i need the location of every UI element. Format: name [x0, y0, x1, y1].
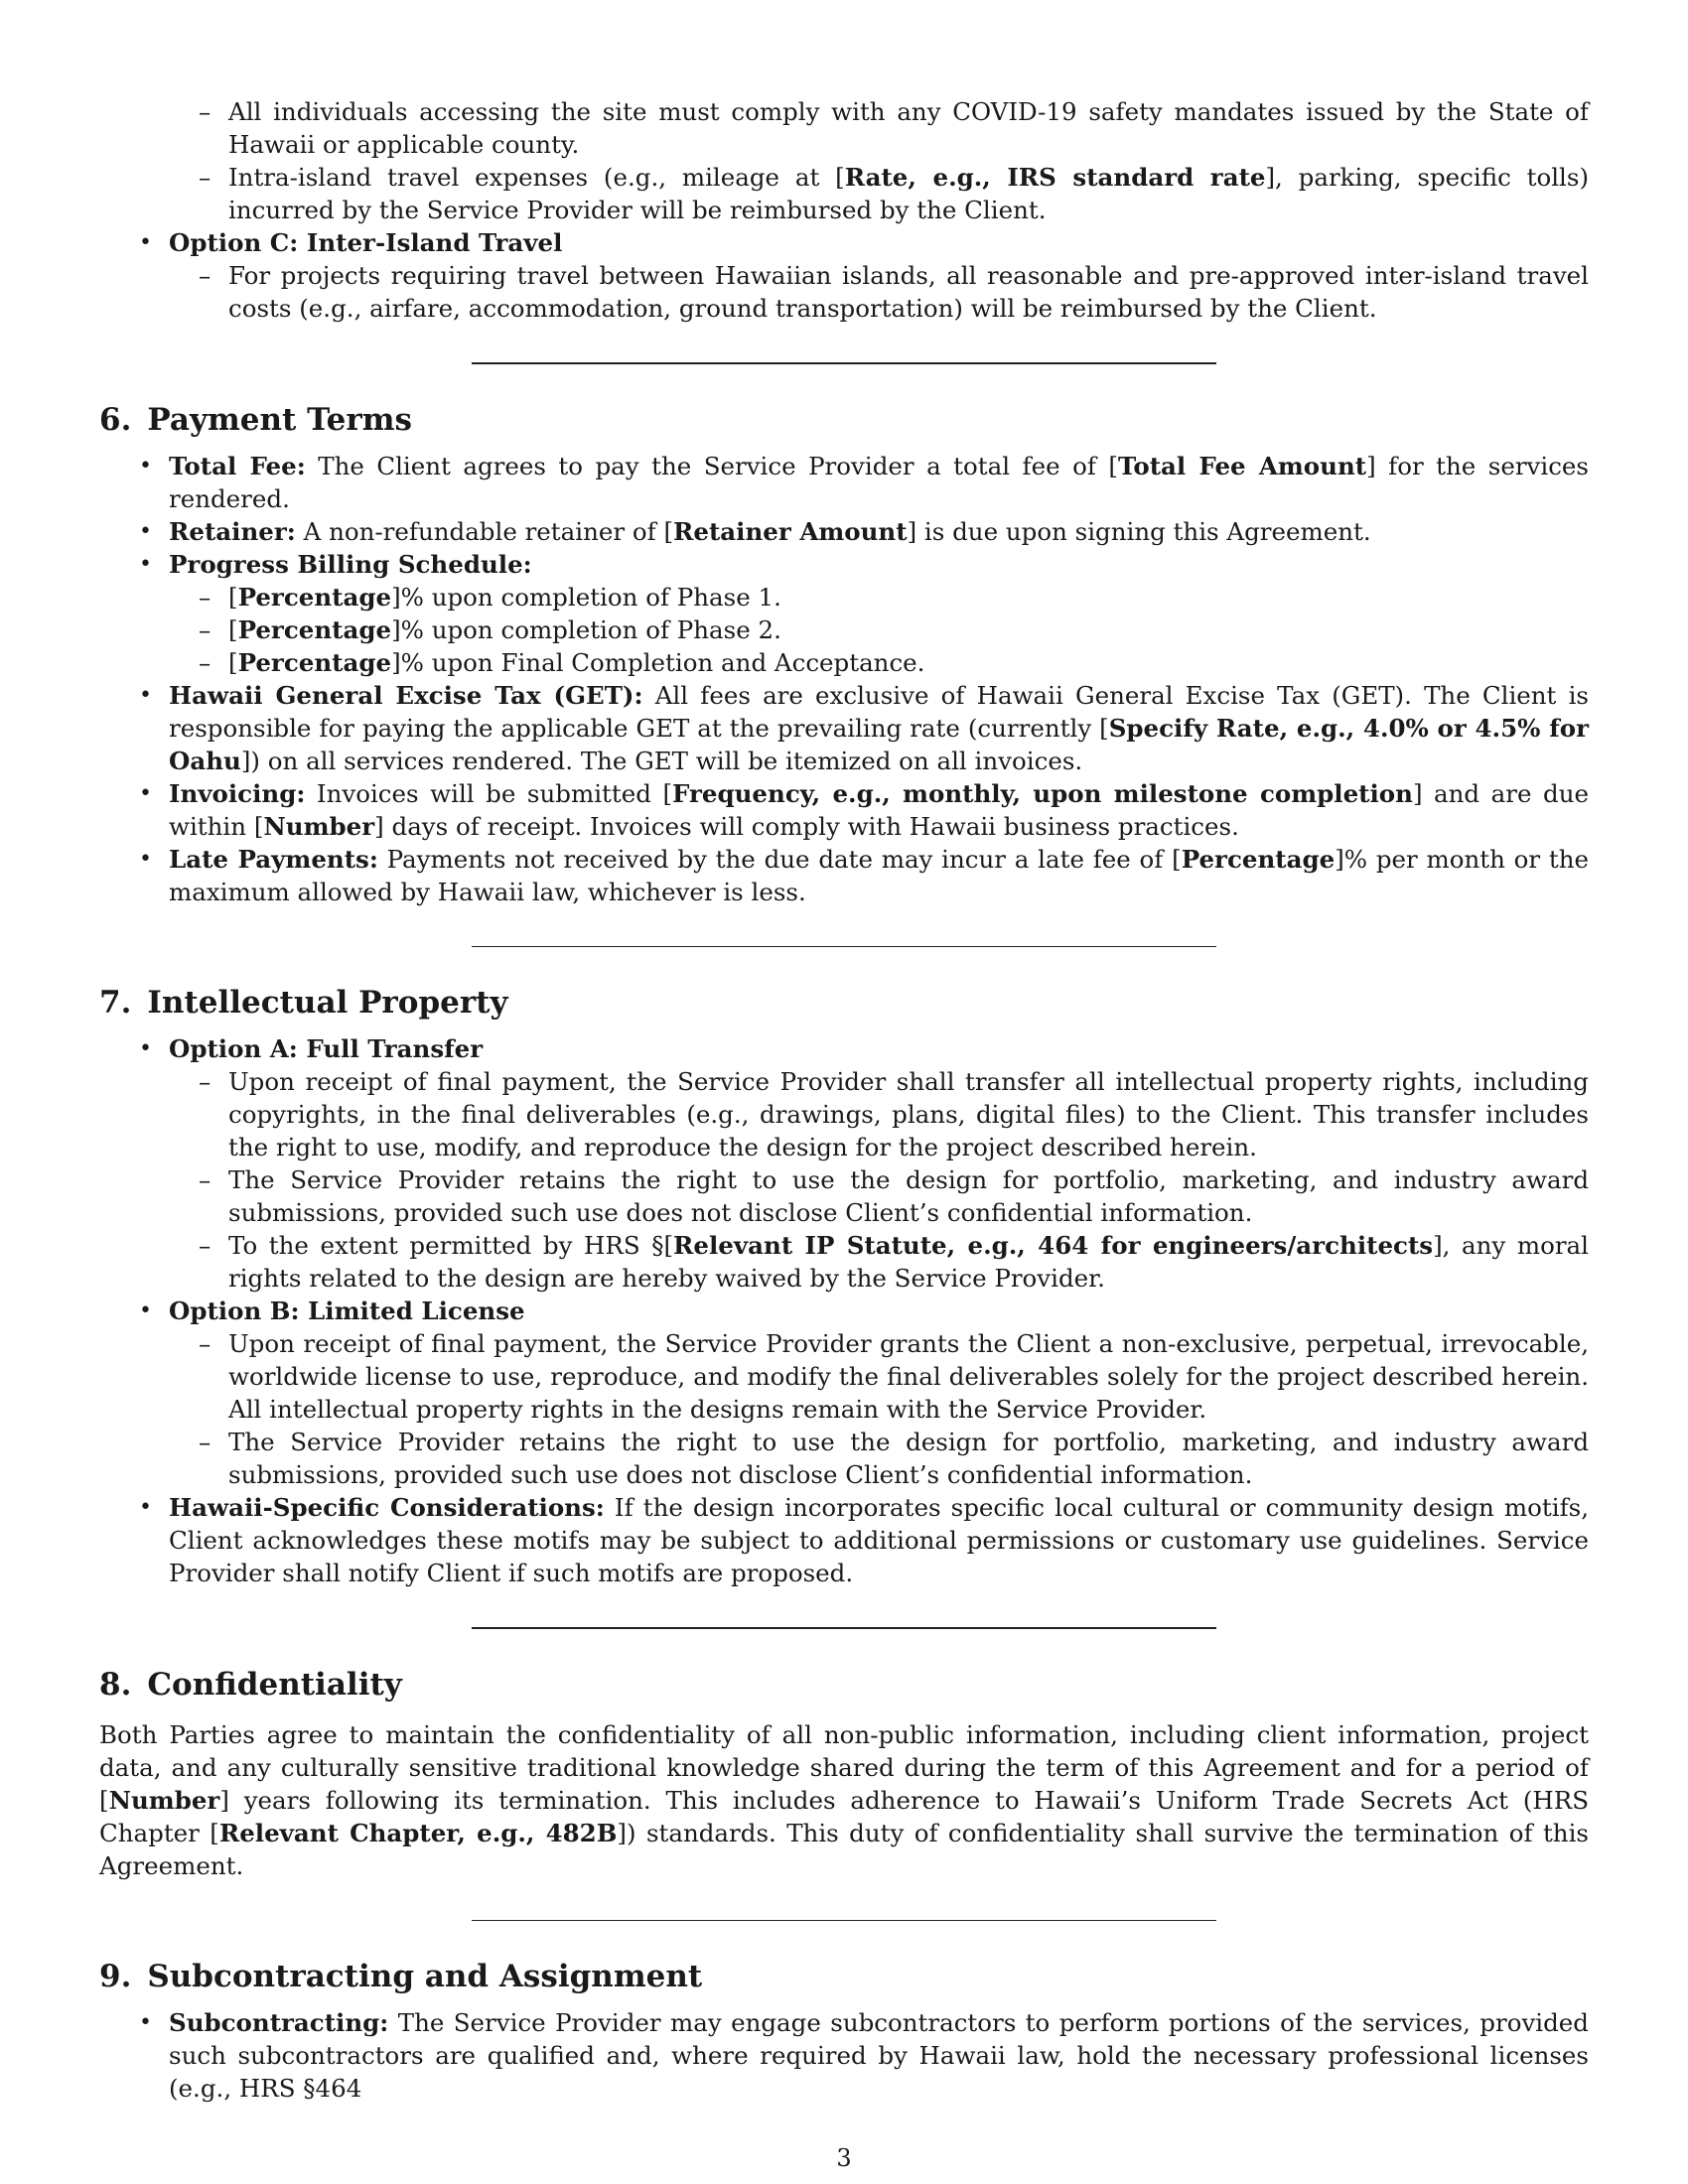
option-c-item: • Option C: Inter-Island Travel	[139, 228, 563, 257]
section-6-heading: 6. Payment Terms	[99, 402, 412, 438]
section-8-heading: 8. Confidentiality	[99, 1667, 402, 1703]
bullet-marker: •	[139, 1298, 152, 1323]
bullet-marker: •	[139, 683, 152, 708]
dash-marker: –	[199, 1329, 211, 1358]
confidentiality-paragraph: Both Parties agree to maintain the confidentiality of all non-public information, including client information, project data, and any culturally sensitive traditional knowledge shared during the term of this Agreement and for a period of [Number] years following its termination. This includes adherence to Hawaii’s Uniform Trade Secrets Act (HRS Chapter [Relevant Chapter, e.g., 482B]) standards. This duty of confidentiality shall survive the termination of this Agreement.	[99, 1720, 1589, 1880]
dash-marker: –	[199, 1067, 211, 1096]
invoicing-item: • Invoicing: Invoices will be submitted [Frequency, e.g., monthly, upon milestone completion] and are due within [Number] days of receipt. Invoices will comply with Hawaii business practices.	[139, 779, 1590, 841]
travel-sub-item: – Intra-island travel expenses (e.g., mileage at [Rate, e.g., IRS standard rate], parking, specific tolls) incurred by the Service Provider will be reimbursed by the Client.	[199, 163, 1590, 224]
retainer-item: • Retainer: A non-refundable retainer of [Retainer Amount] is due upon signing this Agreement.	[139, 517, 1371, 546]
option-c-sub-item: – For projects requiring travel between Hawaiian islands, all reasonable and pre-approved inter-island travel costs (e.g., airfare, accommodation, ground transportation) will be reimbursed by the Client.	[199, 261, 1589, 323]
option-a-sub-item: – The Service Provider retains the right to use the design for portfolio, marketing, and industry award submissions, provided such use does not disclose Client’s confidential information.	[199, 1165, 1589, 1227]
bullet-marker: •	[139, 519, 152, 544]
page-number: 3	[836, 2144, 852, 2172]
option-a-item: • Option A: Full Transfer	[139, 1034, 484, 1063]
section-divider	[472, 1920, 1216, 1921]
option-a-sub-item: – Upon receipt of final payment, the Service Provider shall transfer all intellectual property rights, including copyrights, in the final deliverables (e.g., drawings, plans, digital files) to the Client. This transfer includes the right to use, modify, and reproduce the design for the project described herein.	[199, 1067, 1589, 1161]
dash-marker: –	[199, 1165, 211, 1194]
subcontracting-item: • Subcontracting: The Service Provider may engage subcontractors to perform portions of the services, provided such subcontractors are qualified and, where required by Hawaii law, hold the necessary professional licenses (e.g., HRS §464	[139, 2008, 1589, 2103]
bullet-marker: •	[139, 2010, 152, 2035]
section-9-heading: 9. Subcontracting and Assignment	[99, 1959, 703, 1994]
progress-phase-item: – [Percentage]% upon Final Completion and Acceptance.	[199, 648, 925, 677]
dash-marker: –	[199, 97, 211, 126]
bullet-marker: •	[139, 1495, 152, 1520]
travel-sub-item: – All individuals accessing the site must comply with any COVID-19 safety mandates issued by the State of Hawaii or applicable county.	[199, 97, 1589, 159]
bullet-marker: •	[139, 847, 152, 872]
late-payments-item: • Late Payments: Payments not received by the due date may incur a late fee of [Percentage]% per month or the maximum allowed by Hawaii law, whichever is less.	[139, 845, 1589, 906]
option-b-sub-item: – The Service Provider retains the right to use the design for portfolio, marketing, and industry award submissions, provided such use does not disclose Client’s confidential information.	[199, 1428, 1589, 1489]
bullet-marker: •	[139, 1036, 152, 1061]
bullet-marker: •	[139, 781, 152, 806]
dash-marker: –	[199, 648, 211, 677]
bullet-marker: •	[139, 454, 152, 478]
get-item: • Hawaii General Excise Tax (GET): All fees are exclusive of Hawaii General Excise Tax (GET). The Client is responsible for paying the applicable GET at the prevailing rate (currently [Specify Rate, e.g., 4.0% or 4.5% for Oahu]) on all services rendered. The GET will be itemized on all invoices.	[139, 681, 1589, 775]
hawaii-considerations-item: • Hawaii-Specific Considerations: If the design incorporates specific local cultural or community design motifs, Client acknowledges these motifs may be subject to additional permissions or customary use guidelines. Service Provider shall notify Client if such motifs are proposed.	[139, 1493, 1590, 1587]
dash-marker: –	[199, 1231, 211, 1260]
dash-marker: –	[199, 583, 211, 612]
progress-phase-item: – [Percentage]% upon completion of Phase 1.	[199, 583, 781, 612]
option-b-item: • Option B: Limited License	[139, 1297, 525, 1325]
progress-phase-item: – [Percentage]% upon completion of Phase 2.	[199, 615, 781, 644]
section-divider	[472, 1627, 1216, 1629]
option-a-sub-item: – To the extent permitted by HRS §[Relevant IP Statute, e.g., 464 for engineers/architects], any moral rights related to the design are hereby waived by the Service Provider.	[199, 1231, 1589, 1293]
section-divider	[472, 946, 1216, 947]
bullet-marker: •	[139, 552, 152, 577]
dash-marker: –	[199, 163, 211, 192]
section-7-heading: 7. Intellectual Property	[99, 985, 508, 1021]
dash-marker: –	[199, 615, 211, 644]
progress-billing-item: • Progress Billing Schedule:	[139, 550, 532, 579]
dash-marker: –	[199, 1428, 211, 1456]
option-b-sub-item: – Upon receipt of final payment, the Service Provider grants the Client a non-exclusive, perpetual, irrevocable, worldwide license to use, reproduce, and modify the final deliverables solely for the project described herein. All intellectual property rights in the designs remain with the Service Provider.	[199, 1329, 1589, 1424]
bullet-marker: •	[139, 230, 152, 255]
total-fee-item: • Total Fee: The Client agrees to pay the Service Provider a total fee of [Total Fee Amount] for the services rendered.	[139, 452, 1589, 513]
document-page	[99, 95, 1589, 2105]
section-divider	[472, 362, 1216, 364]
dash-marker: –	[199, 261, 211, 290]
